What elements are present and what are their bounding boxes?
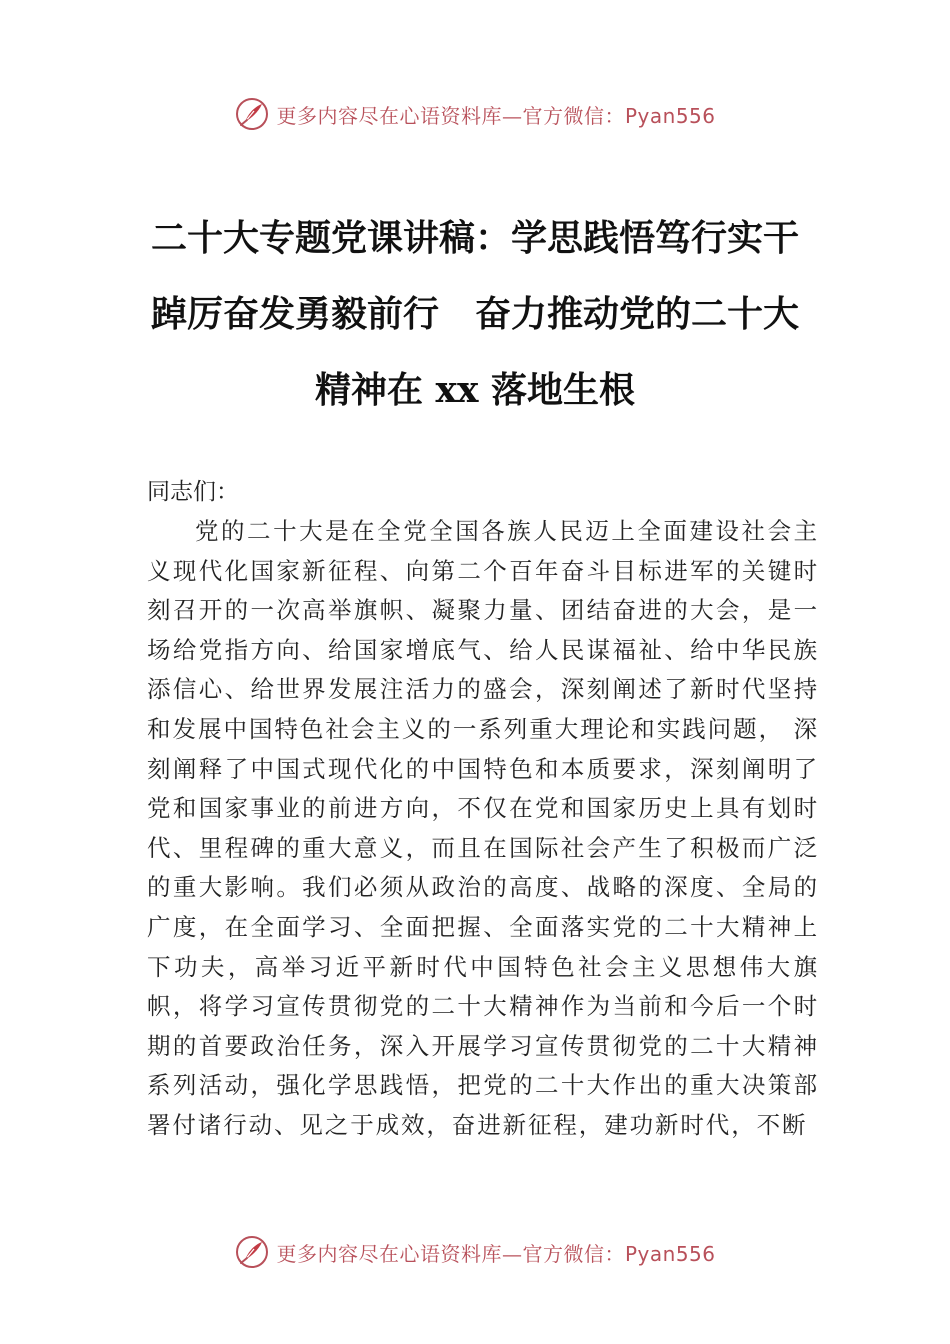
quill-pen-logo-icon bbox=[234, 96, 270, 132]
footer-banner bbox=[0, 1232, 950, 1272]
title-line-2: 踔厉奋发勇毅前行 奋力推动党的二十大 bbox=[150, 293, 799, 335]
document-title bbox=[0, 200, 950, 428]
body-paragraph: 党的二十大是在全党全国各族人民迈上全面建设社会主义现代化国家新征程、向第二个百年奋斗目标进军的关键时刻召开的一次高举旗帜、凝聚力量、团结奋进的大会，是一场给党指方向、给国家增底气、给人民谋福祉、给中华民族添信心、给世界发展注活力的盛会，深刻阐述了新时代坚持和发展中国特色社会主义的一系列重大理论和实践问题， 深刻阐释了中国式现代化的中国特色和本质要求，深刻阐明了党和国家事业的前进方向，不仅在党和国家历史上具有划时代、里程碑的重大意义，而且在国际社会产生了积极而广泛的重大影响。我们必须从政治的高度、战略的深度、全局的广度，在全面学习、全面把握、全面落实党的二十大精神上下功夫，高举习近平新时代中国特色社会主义思想伟大旗帜，将学习宣传贯彻党的二十大精神作为当前和今后一个时期的首要政治任务，深入开展学习宣传贯彻党的二十大精神系列活动，强化学思践悟，把党的二十大作出的重大决策部署付诸行动、见之于成效，奋进新征程，建功新时代，不断 bbox=[147, 517, 819, 1139]
quill-pen-logo-icon bbox=[234, 1234, 270, 1270]
footer-banner-text: 更多内容尽在心语资料库—官方微信：Pyan556 bbox=[276, 1241, 716, 1266]
header-banner-text: 更多内容尽在心语资料库—官方微信：Pyan556 bbox=[276, 103, 716, 128]
title-line-3: 精神在 xx 落地生根 bbox=[315, 369, 635, 411]
salutation: 同志们： bbox=[147, 479, 239, 505]
header-banner bbox=[0, 94, 950, 134]
title-line-1: 二十大专题党课讲稿：学思践悟笃行实干 bbox=[150, 217, 799, 259]
